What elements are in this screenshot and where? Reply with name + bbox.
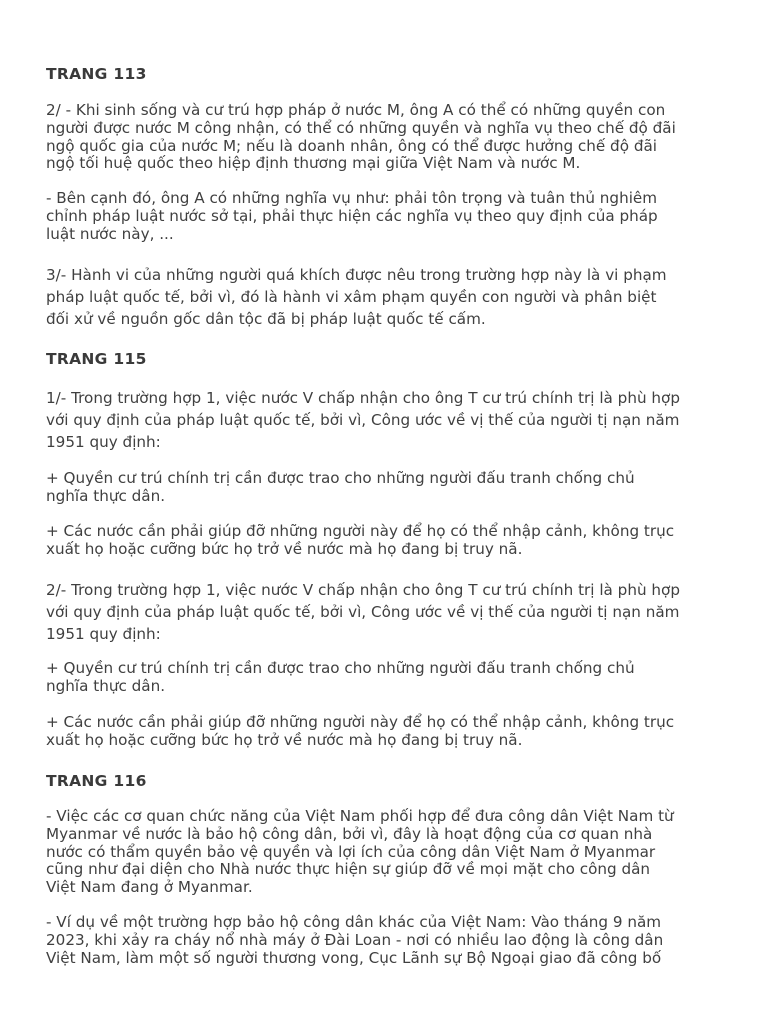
text-line: Việt Nam, làm một số người thương vong, Cục Lãnh sự Bộ Ngoại giao đã công bố <box>46 948 662 967</box>
text-line: + Các nước cần phải giúp đỡ những người này để họ có thể nhập cảnh, không trục <box>46 522 675 540</box>
text-line: Myanmar về nước là bảo hộ công dân, bởi vì, đây là hoạt động của cơ quan nhà <box>46 824 653 843</box>
text-line: 2/- Trong trường hợp 1, việc nước V chấp nhận cho ông T cư trú chính trị là phù hợp <box>46 581 680 599</box>
text-line: + Quyền cư trú chính trị cần được trao cho những người đấu tranh chống chủ <box>46 659 635 677</box>
paragraph-113-2 <box>46 102 736 173</box>
text-line: + Quyền cư trú chính trị cần được trao cho những người đấu tranh chống chủ <box>46 469 635 487</box>
paragraph-113-obligations <box>46 190 736 243</box>
text-line: ngộ quốc gia của nước M; nếu là doanh nhân, ông có thể được hưởng chế độ đãi <box>46 136 657 155</box>
text-line: với quy định của pháp luật quốc tế, bởi vì, Công ước về vị thế của người tị nạn năm <box>46 603 680 621</box>
text-line: pháp luật quốc tế, bởi vì, đó là hành vi xâm phạm quyền con người và phân biệt <box>46 288 657 306</box>
paragraph-116-1 <box>46 808 736 897</box>
text-line: người được nước M công nhận, có thể có những quyền và nghĩa vụ theo chế độ đãi <box>46 118 676 137</box>
text-line: nghĩa thực dân. <box>46 676 166 695</box>
text-line: nước có thẩm quyền bảo vệ quyền và lợi ích của công dân Việt Nam ở Myanmar <box>46 842 656 861</box>
text-line: 1/- Trong trường hợp 1, việc nước V chấp nhận cho ông T cư trú chính trị là phù hợp <box>46 389 680 407</box>
text-line: chỉnh pháp luật nước sở tại, phải thực hiện các nghĩa vụ theo quy định của pháp <box>46 206 658 225</box>
paragraph-115-bullet-1 <box>46 470 736 506</box>
text-line: cũng như đại diện cho Nhà nước thực hiện sự giúp đỡ về mọi mặt cho công dân <box>46 860 651 879</box>
paragraph-115-bullet-3 <box>46 660 736 696</box>
text-line: 1951 quy định: <box>46 625 161 643</box>
text-line: ngộ tối huệ quốc theo hiệp định thương mại giữa Việt Nam và nước M. <box>46 154 581 173</box>
text-line: xuất họ hoặc cưỡng bức họ trở về nước mà họ đang bị truy nã. <box>46 539 523 558</box>
paragraph-115-1 <box>46 387 736 453</box>
text-line: 2023, khi xảy ra cháy nổ nhà máy ở Đài Loan - nơi có nhiều lao động là công dân <box>46 930 664 949</box>
text-line: - Ví dụ về một trường hợp bảo hộ công dân khác của Việt Nam: Vào tháng 9 năm <box>46 913 662 931</box>
paragraph-116-2 <box>46 914 736 967</box>
text-line: 2/ - Khi sinh sống và cư trú hợp pháp ở nước M, ông A có thể có những quyền con <box>46 101 666 119</box>
text-line: 3/- Hành vi của những người quá khích được nêu trong trường hợp này là vi phạm <box>46 266 667 284</box>
text-line: Việt Nam đang ở Myanmar. <box>46 878 253 897</box>
text-line: 1951 quy định: <box>46 433 161 451</box>
paragraph-115-2 <box>46 579 736 645</box>
text-line: nghĩa thực dân. <box>46 486 166 505</box>
page-heading-113: TRANG 113 <box>46 65 147 83</box>
text-line: luật nước này, ... <box>46 224 174 243</box>
page-heading-116: TRANG 116 <box>46 772 147 790</box>
text-line: - Bên cạnh đó, ông A có những nghĩa vụ như: phải tôn trọng và tuân thủ nghiêm <box>46 189 658 207</box>
text-line: xuất họ hoặc cưỡng bức họ trở về nước mà họ đang bị truy nã. <box>46 730 523 749</box>
text-line: với quy định của pháp luật quốc tế, bởi vì, Công ước về vị thế của người tị nạn năm <box>46 411 680 429</box>
text-line: đối xử về nguồn gốc dân tộc đã bị pháp luật quốc tế cấm. <box>46 310 486 328</box>
page-heading-115: TRANG 115 <box>46 350 147 368</box>
paragraph-113-3 <box>46 264 736 330</box>
text-line: - Việc các cơ quan chức năng của Việt Nam phối hợp để đưa công dân Việt Nam từ <box>46 807 674 825</box>
paragraph-115-bullet-2 <box>46 523 736 559</box>
text-line: + Các nước cần phải giúp đỡ những người này để họ có thể nhập cảnh, không trục <box>46 713 675 731</box>
paragraph-115-bullet-4 <box>46 714 736 750</box>
